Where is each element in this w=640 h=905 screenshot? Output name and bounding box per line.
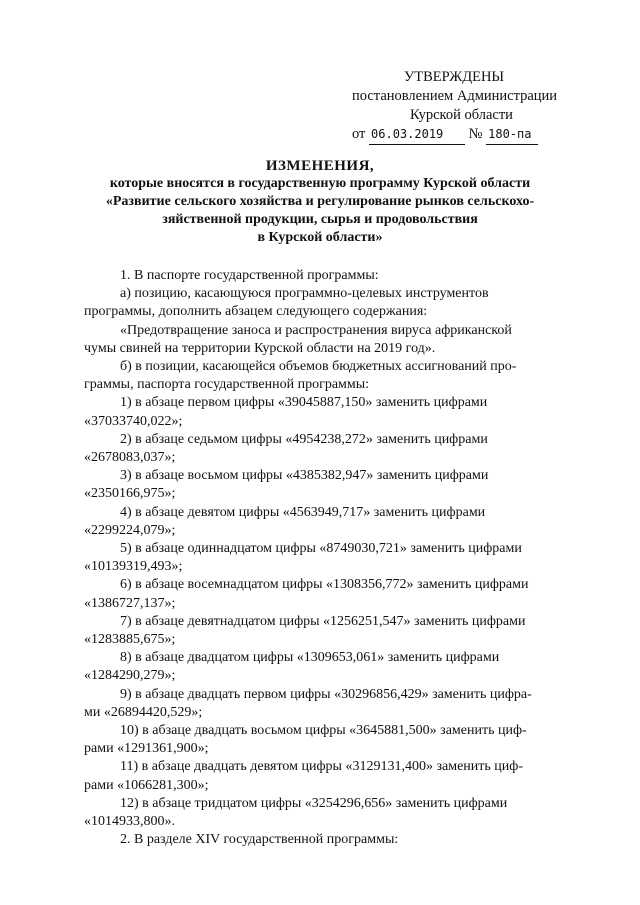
approval-stamp <box>352 68 602 145</box>
item-9-line-1: 9) в абзаце двадцать первом цифры «30296856,429» заменить цифра- <box>120 686 532 702</box>
heading-line-4: в Курской области» <box>257 230 383 245</box>
paragraph-1: 1. В паспорте государственной программы: <box>120 268 379 283</box>
item-3-line-2: «2350166,975»; <box>84 486 176 502</box>
item-2-line-1: 2) в абзаце седьмом цифры «4954238,272» заменить цифрами <box>120 431 488 447</box>
item-1-line-1: 1) в абзаце первом цифры «39045887,150» заменить цифрами <box>120 395 488 411</box>
paragraph-4-line-1: б) в позиции, касающейся объемов бюджетных ассигнований про- <box>120 359 517 375</box>
item-6-line-1: 6) в абзаце восемнадцатом цифры «1308356,772» заменить цифрами <box>120 577 529 593</box>
paragraph-2-line-2: программы, дополнить абзацем следующего содержания: <box>84 304 428 320</box>
item-9-line-2: ми «26894420,529»; <box>84 704 203 720</box>
document-heading <box>80 157 560 247</box>
item-12-line-1: 12) в абзаце тридцатом цифры «3254296,656» заменить цифрами <box>120 795 508 811</box>
item-11-line-1: 11) в абзаце двадцать девятом цифры «3129131,400» заменить циф- <box>120 759 523 775</box>
document-body <box>84 267 560 850</box>
item-4-line-2: «2299224,079»; <box>84 522 176 538</box>
approval-date: 06.03.2019 <box>369 125 465 145</box>
approved-label: УТВЕРЖДЕНЫ <box>404 69 505 85</box>
paragraph-2-line-1: а) позицию, касающуюся программно-целевых инструментов <box>120 286 489 302</box>
item-4-line-1: 4) в абзаце девятом цифры «4563949,717» заменить цифрами <box>120 504 486 520</box>
item-10-line-1: 10) в абзаце двадцать восьмом цифры «3645881,500» заменить циф- <box>120 723 527 739</box>
paragraph-3-line-1: «Предотвращение заноса и распространения вируса африканской <box>120 322 512 338</box>
from-label: от <box>352 126 366 142</box>
item-11-line-2: рами «1066281,300»; <box>84 777 209 793</box>
item-2-line-2: «2678083,037»; <box>84 450 176 466</box>
heading-line-2: «Развитие сельского хозяйства и регулирование рынков сельскохо- <box>105 194 535 209</box>
heading-line-1: которые вносятся в государственную программу Курской области <box>109 176 531 191</box>
approval-number: 180-па <box>486 125 538 145</box>
paragraph-3-line-2: чумы свиней на территории Курской области на 2019 год». <box>84 340 436 356</box>
heading-line-3: зяйственной продукции, сырья и продовольствия <box>162 212 478 227</box>
item-1-line-2: «37033740,022»; <box>84 413 183 429</box>
item-5-line-2: «10139319,493»; <box>84 559 183 575</box>
paragraph-5: 2. В разделе XIV государственной программы: <box>120 832 399 848</box>
paragraph-4-line-2: граммы, паспорта государственной программы: <box>84 377 370 393</box>
heading-title: ИЗМЕНЕНИЯ, <box>265 158 375 174</box>
item-10-line-2: рами «1291361,900»; <box>84 741 209 757</box>
item-3-line-1: 3) в абзаце восьмом цифры «4385382,947» заменить цифрами <box>120 468 489 484</box>
approval-date-number <box>352 125 602 145</box>
number-label: № <box>468 126 483 142</box>
item-12-line-2: «1014933,800». <box>84 814 175 830</box>
item-5-line-1: 5) в абзаце одиннадцатом цифры «8749030,721» заменить цифрами <box>120 541 522 557</box>
approved-by: постановлением Администрации <box>352 88 558 104</box>
item-7-line-1: 7) в абзаце девятнадцатом цифры «1256251,547» заменить цифрами <box>120 613 526 629</box>
item-6-line-2: «1386727,137»; <box>84 595 176 611</box>
approved-region: Курской области <box>410 107 513 123</box>
item-7-line-2: «1283885,675»; <box>84 632 176 648</box>
item-8-line-1: 8) в абзаце двадцатом цифры «1309653,061» заменить цифрами <box>120 650 500 666</box>
item-8-line-2: «1284290,279»; <box>84 668 176 684</box>
